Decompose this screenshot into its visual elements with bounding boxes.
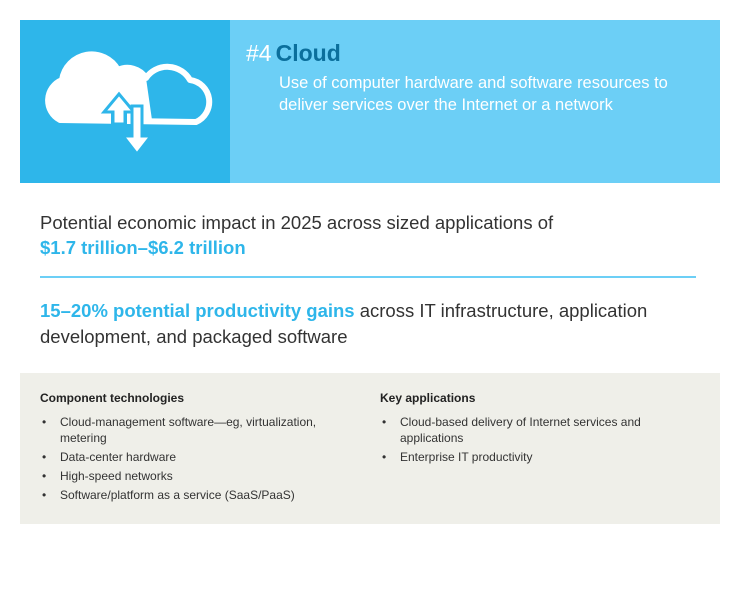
section-title: [246, 39, 341, 67]
list-item: • Software/platform as a service (SaaS/PaaS): [40, 487, 355, 503]
icon-box: [20, 20, 230, 183]
divider: [40, 276, 696, 278]
cloud-upload-download-icon: [20, 20, 230, 183]
list-item: • Cloud-based delivery of Internet services and applications: [380, 414, 680, 446]
list-item: • Data-center hardware: [40, 449, 355, 465]
list-item: • High-speed networks: [40, 468, 355, 484]
component-technologies-list: [40, 414, 355, 503]
technologies-panel: [20, 373, 720, 524]
key-applications-column: [380, 390, 680, 468]
list-item: • Enterprise IT productivity: [380, 449, 680, 465]
component-technologies-column: [40, 390, 355, 506]
impact-text: Potential economic impact in 2025 across sized applications of: [40, 212, 554, 233]
section-subtitle: Use of computer hardware and software resources to deliver services over the Internet or a network: [279, 74, 668, 114]
key-applications-heading: Key applications: [380, 391, 476, 405]
section-number: #4: [246, 40, 272, 66]
impact-value: $1.7 trillion–$6.2 trillion: [40, 237, 246, 258]
gains-text: across IT infrastructure, application development, and packaged software: [40, 300, 648, 347]
section-name: Cloud: [275, 40, 341, 66]
list-item: • Cloud-management software—eg, virtualization, metering: [40, 414, 355, 446]
key-applications-list: [380, 414, 680, 465]
gains-highlight: 15–20% potential productivity gains: [40, 300, 355, 321]
component-technologies-heading: Component technologies: [40, 391, 184, 405]
header-banner: [20, 20, 720, 183]
productivity-gains: [40, 298, 710, 350]
economic-impact: [40, 210, 700, 260]
